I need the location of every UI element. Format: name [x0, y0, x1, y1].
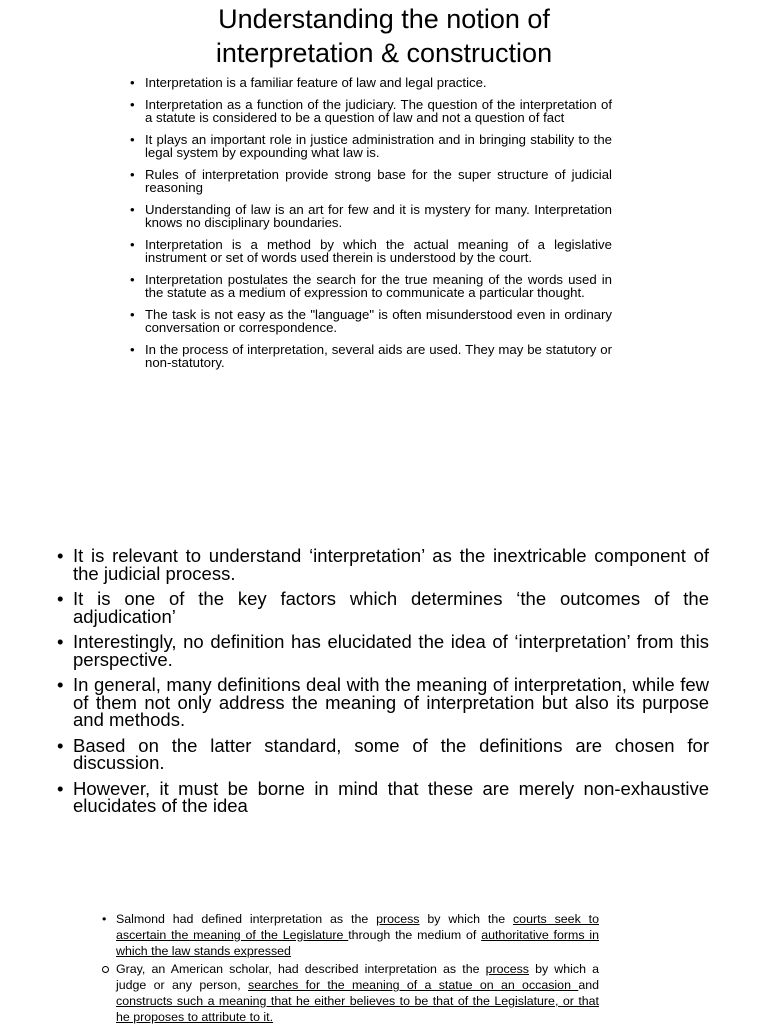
list-item: • Interpretation is a familiar feature of law and legal practice.: [130, 76, 612, 90]
list-item: • It plays an important role in justice administration and in bringing stability to the legal system by expounding what law is.: [130, 133, 612, 160]
list-item: • Interpretation as a function of the judiciary. The question of the interpretation of a statute is considered to be a question of law and not a question of fact: [130, 98, 612, 125]
text-run: Salmond had defined interpretation as the: [116, 912, 377, 926]
underlined-run: authoritative forms in which the law stands expressed: [116, 927, 599, 958]
text-run: by which the: [419, 912, 513, 926]
list-item: • Interpretation postulates the search for the true meaning of the words used in the statute as a medium of expression to communicate a particular thought.: [130, 273, 612, 300]
underlined-run: courts seek to ascertain the meaning of the Legislature: [116, 912, 599, 942]
list-item: • In general, many definitions deal with the meaning of interpretation, while few of them not only address the meaning of interpretation but also its purpose and methods.: [57, 676, 709, 729]
definition-list: [102, 912, 599, 1029]
slide-interpretation-notion: [0, 0, 768, 420]
underlined-run: process: [485, 962, 529, 977]
underlined-run: searches for the meaning of a statue on an occasion: [248, 978, 579, 993]
bullet-list: [130, 76, 612, 378]
list-item: • Interpretation is a method by which the actual meaning of a legislative instrument or set of words used therein is understood by the court.: [130, 238, 612, 265]
list-item: • Rules of interpretation provide strong base for the super structure of judicial reasoning: [130, 168, 612, 195]
text-run: Gray, an American scholar, had described interpretation as the: [116, 962, 486, 977]
text-run: through the medium of: [348, 927, 482, 942]
list-item: • In the process of interpretation, several aids are used. They may be statutory or non-statutory.: [130, 343, 612, 370]
title-line-1: Understanding the notion of: [218, 4, 550, 34]
underlined-run: process: [376, 912, 420, 926]
list-item: • However, it must be borne in mind that these are merely non-exhaustive elucidates of the idea: [57, 780, 709, 815]
text-run: by which a judge or any person,: [116, 962, 599, 993]
definition-gray: [102, 962, 599, 1025]
slide-title: [0, 2, 768, 70]
definition-salmond: [102, 912, 599, 959]
slide-definitions: [0, 905, 768, 1024]
title-line-2: interpretation & construction: [215, 38, 553, 68]
bullet-list: [57, 547, 709, 823]
list-item: • Interestingly, no definition has elucidated the idea of ‘interpretation’ from this perspective.: [57, 633, 709, 668]
text-run: and: [578, 978, 599, 993]
list-item: • Understanding of law is an art for few and it is mystery for many. Interpretation knows no disciplinary boundaries.: [130, 203, 612, 230]
list-item: • The task is not easy as the "language" is often misunderstood even in ordinary conversation or correspondence.: [130, 308, 612, 335]
list-item: • Based on the latter standard, some of the definitions are chosen for discussion.: [57, 737, 709, 772]
underlined-run: constructs such a meaning that he either believes to be that of the Legislature, or that he proposes to attribute to it.: [116, 993, 599, 1024]
slide-judicial-process: [0, 535, 768, 835]
list-item: • It is one of the key factors which determines ‘the outcomes of the adjudication’: [57, 590, 709, 625]
list-item: • It is relevant to understand ‘interpretation’ as the inextricable component of the judicial process.: [57, 547, 709, 582]
